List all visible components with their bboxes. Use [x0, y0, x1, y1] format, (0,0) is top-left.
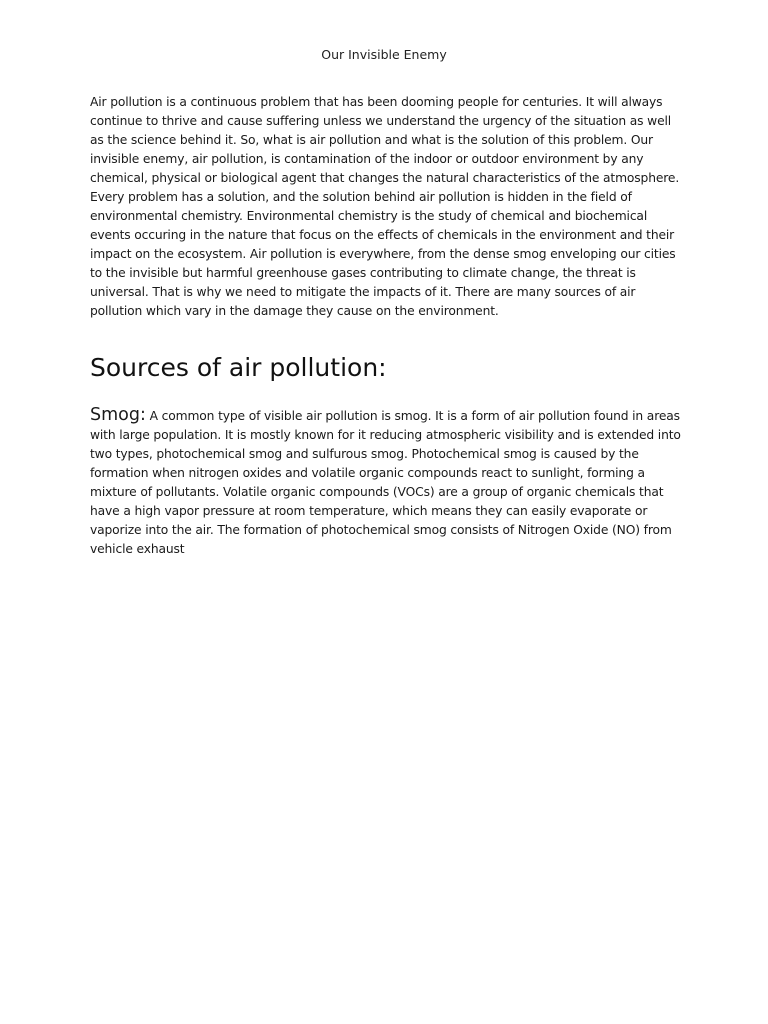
smog-label: Smog:: [90, 405, 146, 425]
section-heading: Sources of air pollution:: [90, 353, 387, 382]
smog-paragraph: [90, 406, 682, 559]
document-title: Our Invisible Enemy: [321, 47, 447, 62]
intro-paragraph: Air pollution is a continuous problem that has been dooming people for centuries. It will always continue to thrive and cause suffering unless we understand the urgency of the situation as well as the science behind it. So, what is air pollution and what is the solution of this problem. Our invisible enemy, air pollution, is contamination of the indoor or outdoor environment by any chemical, physical or biological agent that changes the natural characteristics of the atmosphere. Every problem has a solution, and the solution behind air pollution is hidden in the field of environmental chemistry. Environmental chemistry is the study of chemical and biochemical events occuring in the nature that focus on the effects of chemicals in the environment and their impact on the ecosystem. Air pollution is everywhere, from the dense smog enveloping our cities to the invisible but harmful greenhouse gases contributing to climate change, the threat is universal. That is why we need to mitigate the impacts of it. There are many sources of air pollution which vary in the damage they cause on the environment.: [90, 95, 680, 318]
smog-text: A common type of visible air pollution is smog. It is a form of air pollution found in areas with large population. It is mostly known for it reducing atmospheric visibility and is extended into two types, photochemical smog and sulfurous smog. Photochemical smog is caused by the formation when nitrogen oxides and volatile organic compounds react to sunlight, forming a mixture of pollutants. Volatile organic compounds (VOCs) are a group of organic chemicals that have a high vapor pressure at room temperature, which means they can easily evaporate or vaporize into the air. The formation of photochemical smog consists of Nitrogen Oxide (NO) from vehicle exhaust: [90, 409, 681, 556]
